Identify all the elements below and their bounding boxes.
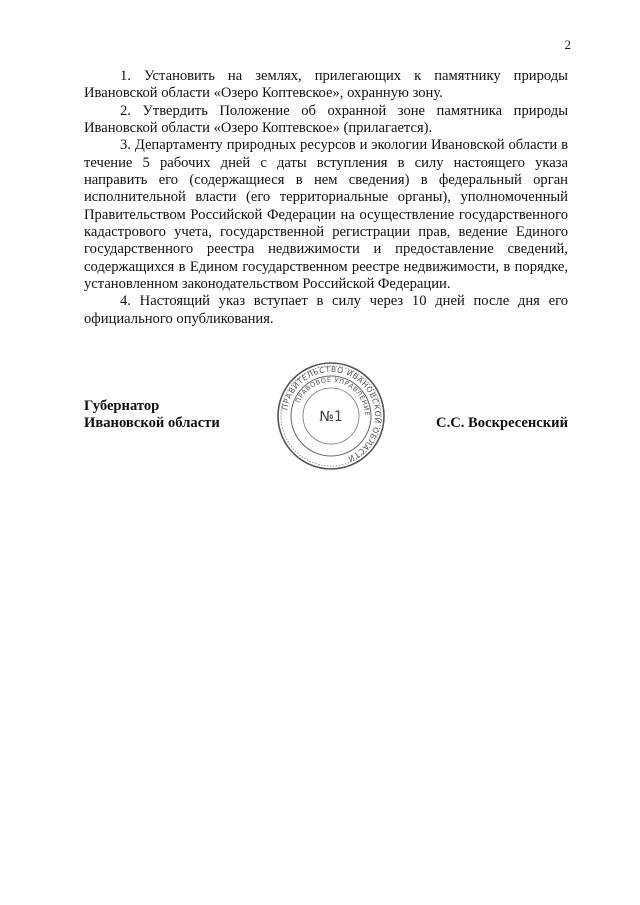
- page-number: 2: [564, 37, 571, 52]
- paragraph-2: 2. Утвердить Положение об охранной зоне памятника природы Ивановской области «Озеро Коптевское» (прилагается).: [84, 102, 568, 137]
- seal-inner-text: ПРАВОВОЕ УПРАВЛЕНИЕ: [293, 375, 372, 417]
- official-seal: [275, 360, 387, 472]
- paragraph-1: 1. Установить на землях, прилегающих к памятнику природы Ивановской области «Озеро Коптевское», охранную зону.: [84, 68, 568, 102]
- decree-body: [84, 68, 568, 328]
- signer-name: С.С. Воскресенский: [436, 415, 568, 431]
- paragraph-4: 4. Настоящий указ вступает в силу через 10 дней после дня его официального опубликования.: [84, 293, 568, 327]
- signer-position-line-1: Губернатор: [84, 398, 160, 414]
- signer-position: [84, 398, 220, 433]
- paragraph-3: 3. Департаменту природных ресурсов и экологии Ивановской области в течение 5 рабочих дней с даты вступления в силу настоящего указа направить его (содержащиеся в нем сведения) в федеральный орган исполнительной власти (его территориальные органы), уполномоченный Правительством Российской Федерации на осуществление государственного кадастрового учета, государственной регистрации прав, ведение Единого государственного реестра недвижимости и предоставление сведений, содержащихся в Едином государственном реестре недвижимости, в порядке, установленном законодательством Российской Федерации.: [84, 137, 568, 293]
- signer-position-line-2: Ивановской области: [84, 415, 220, 432]
- seal-outer-text: ПРАВИТЕЛЬСТВО ИВАНОВСКОЙ ОБЛАСТИ: [280, 364, 383, 464]
- seal-center-text: №1: [319, 409, 343, 425]
